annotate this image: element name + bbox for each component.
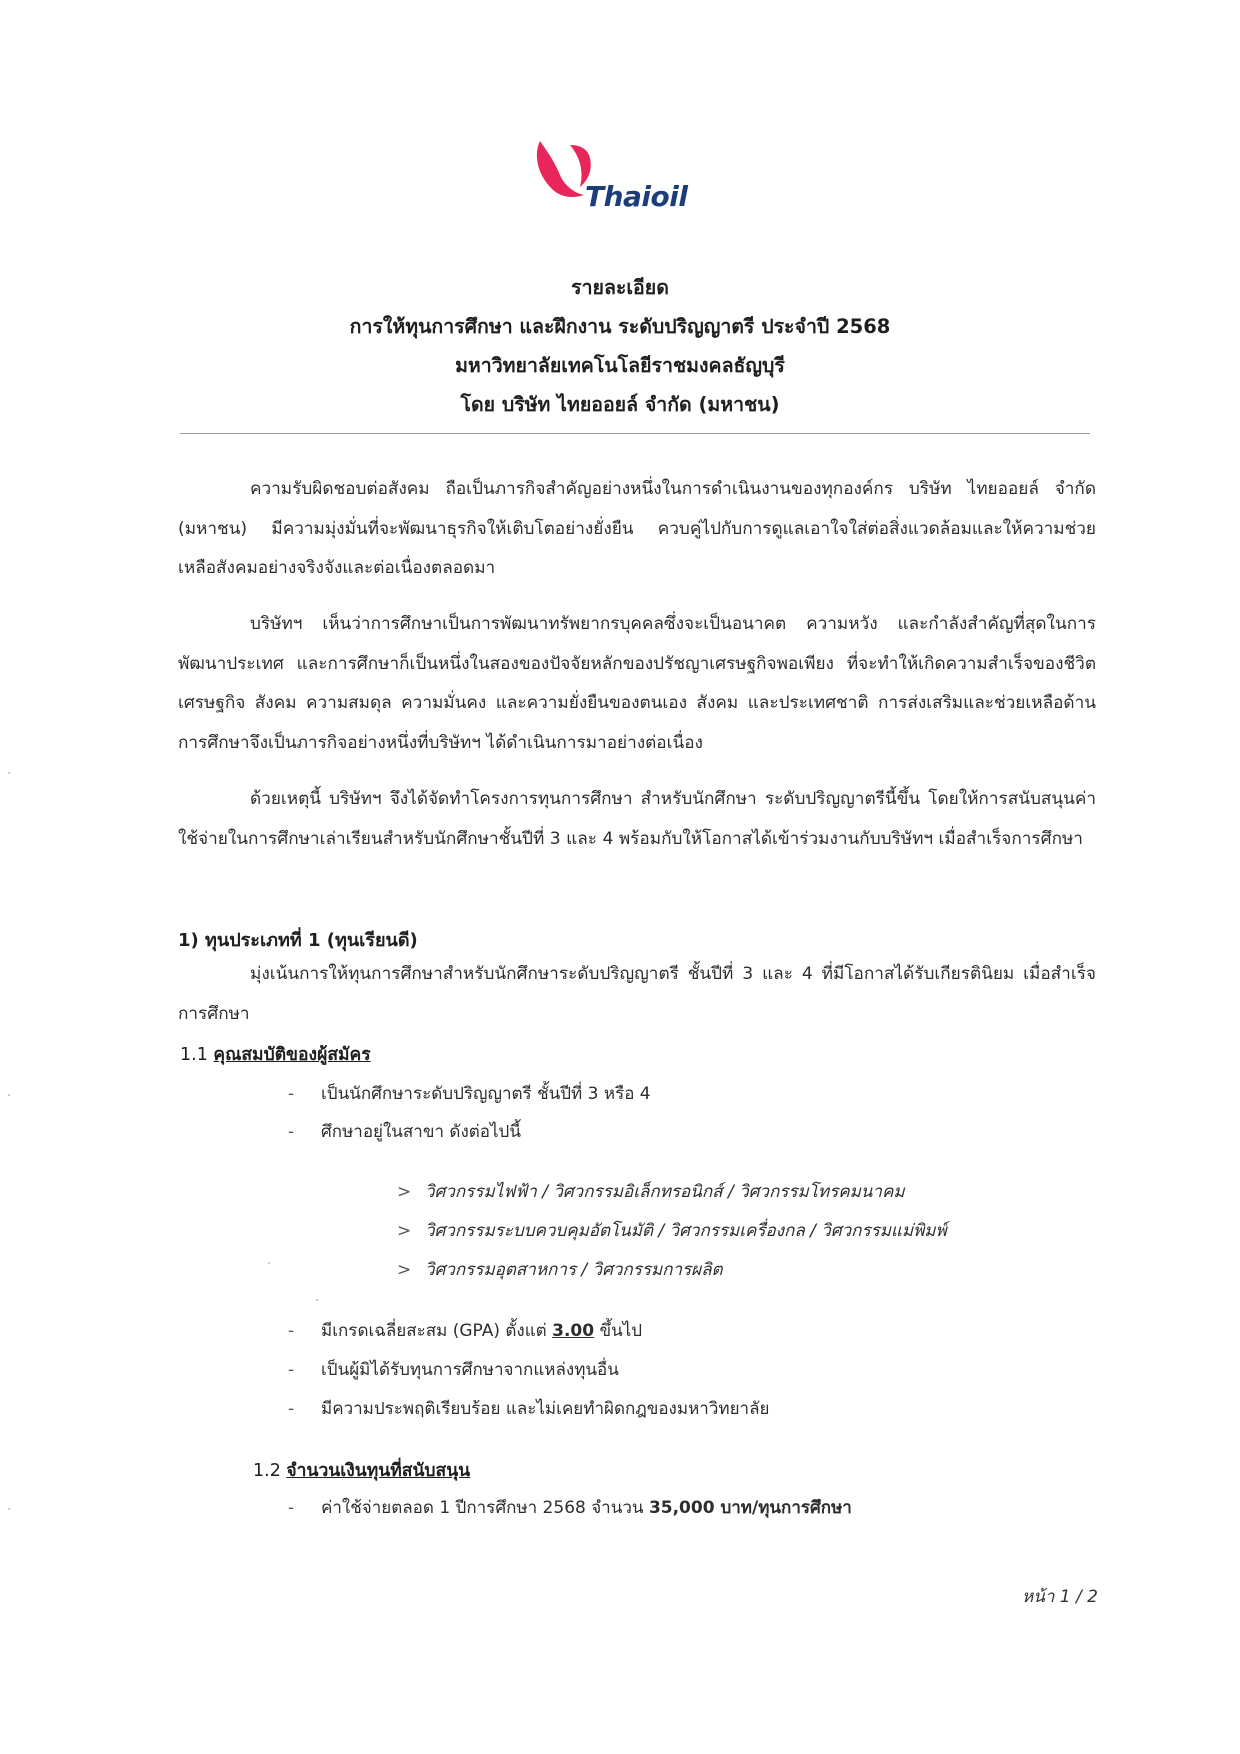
title-divider: [180, 433, 1090, 434]
dash-marker: -: [288, 1321, 295, 1341]
arrow-marker: >: [397, 1260, 412, 1280]
qualification-bullet-gpa: [288, 1317, 642, 1344]
funding-heading: [253, 1456, 470, 1484]
major-item-3: [397, 1256, 723, 1283]
funding-title: จำนวนเงินทุนที่สนับสนุน: [286, 1461, 471, 1481]
gpa-suffix: ขึ้นไป: [599, 1321, 643, 1341]
major-item-2-text: วิศวกรรมระบบควบคุมอัตโนมัติ / วิศวกรรมเครื่องกล / วิศวกรรมแม่พิมพ์: [425, 1221, 947, 1241]
logo-text: Thaioil: [585, 180, 688, 213]
paragraph-2-text: บริษัทฯ เห็นว่าการศึกษาเป็นการพัฒนาทรัพยากรบุคคลซึ่งจะเป็นอนาคต ความหวัง และกำลังสำคัญที่สุดในการพัฒนาประเทศ และการศึกษาก็เป็นหนึ่งในสองของปัจจัยหลักของปรัชญาเศรษฐกิจพอเพียง ที่จะทำให้เกิดความสำเร็จของชีวิต เศรษฐกิจ สังคม ความสมดุล ความมั่นคง และความยั่งยืนของตนเอง สังคม และประเทศชาติ การส่งเสริมและช่วยเหลือด้านการศึกษาจึงเป็นภารกิจอย่างหนึ่งที่บริษัทฯ ได้ดำเนินการมาอย่างต่อเนื่อง: [178, 614, 1096, 753]
qualifications-title: คุณสมบัติของผู้สมัคร: [213, 1045, 371, 1065]
paragraph-3-text: ด้วยเหตุนี้ บริษัทฯ จึงได้จัดทำโครงการทุนการศึกษา สำหรับนักศึกษา ระดับปริญญาตรีนี้ขึ้น โดยให้การสนับสนุนค่าใช้จ่ายในการศึกษาเล่าเรียนสำหรับนักศึกษาชั้นปีที่ 3 และ 4 พร้อมกับให้โอกาสได้เข้าร่วมงานกับบริษัทฯ เมื่อสำเร็จการศึกษา: [178, 789, 1096, 849]
qualification-bullet-5-text: มีความประพฤติเรียบร้อย และไม่เคยทำผิดกฎของมหาวิทยาลัย: [321, 1399, 770, 1419]
title-line-3: มหาวิทยาลัยเทคโนโลยีราชมงคลธัญบุรี: [455, 354, 785, 377]
paragraph-1-text: ความรับผิดชอบต่อสังคม ถือเป็นภารกิจสำคัญอย่างหนึ่งในการดำเนินงานของทุกองค์กร บริษัท ไทยออยล์ จำกัด (มหาชน) มีความมุ่งมั่นที่จะพัฒนาธุรกิจให้เติบโตอย่างยั่งยืน ควบคู่ไปกับการดูแลเอาใจใส่ต่อสิ่งแวดล้อมและให้ความช่วยเหลือสังคมอย่างจริงจังและต่อเนื่องตลอดมา: [178, 479, 1096, 578]
section-1-description-text: มุ่งเน้นการให้ทุนการศึกษาสำหรับนักศึกษาระดับปริญญาตรี ชั้นปีที่ 3 และ 4 ที่มีโอกาสได้รับเกียรตินิยม เมื่อสำเร็จการศึกษา: [178, 964, 1096, 1024]
arrow-marker: >: [397, 1182, 412, 1202]
major-item-3-text: วิศวกรรมอุตสาหการ / วิศวกรรมการผลิต: [425, 1260, 723, 1280]
scan-speck: [8, 1508, 10, 1510]
paragraph-3: [178, 780, 1096, 859]
qualification-bullet-1: [288, 1080, 651, 1107]
paragraph-2: [178, 605, 1096, 763]
gpa-value: 3.00: [552, 1321, 595, 1341]
qualification-bullet-2-text: ศึกษาอยู่ในสาขา ดังต่อไปนี้: [321, 1122, 521, 1142]
qualifications-heading: [180, 1040, 371, 1068]
qualification-bullet-5: [288, 1395, 769, 1422]
dash-marker: -: [288, 1360, 295, 1380]
funding-bullet: [288, 1494, 852, 1521]
document-title: [0, 268, 1240, 424]
scan-speck: [316, 1299, 318, 1301]
paragraph-1: [178, 470, 1096, 589]
funding-number: 1.2: [253, 1461, 281, 1481]
title-line-1: รายละเอียด: [571, 276, 669, 299]
qualification-bullet-4: [288, 1356, 619, 1383]
page-number: หน้า 1 / 2: [1022, 1587, 1098, 1607]
qualification-bullet-1-text: เป็นนักศึกษาระดับปริญญาตรี ชั้นปีที่ 3 หรือ 4: [321, 1084, 651, 1104]
major-item-1-text: วิศวกรรมไฟฟ้า / วิศวกรรมอิเล็กทรอนิกส์ / วิศวกรรมโทรคมนาคม: [425, 1182, 905, 1202]
major-item-2: [397, 1217, 947, 1244]
section-1-description: [178, 955, 1096, 1034]
qualification-bullet-2: [288, 1118, 521, 1145]
qualification-bullet-4-text: เป็นผู้มิได้รับทุนการศึกษาจากแหล่งทุนอื่น: [321, 1360, 619, 1380]
major-item-1: [397, 1178, 905, 1205]
title-line-2: การให้ทุนการศึกษา และฝึกงาน ระดับปริญญาตรี ประจำปี 2568: [349, 315, 891, 338]
title-line-4: โดย บริษัท ไทยออยล์ จำกัด (มหาชน): [460, 393, 780, 416]
dash-marker: -: [288, 1399, 295, 1419]
dash-marker: -: [288, 1084, 295, 1104]
arrow-marker: >: [397, 1221, 412, 1241]
thaioil-logo: [530, 135, 720, 225]
dash-marker: -: [288, 1498, 295, 1518]
scan-speck: [8, 772, 10, 774]
scan-speck: [268, 1262, 270, 1264]
funding-text: ค่าใช้จ่ายตลอด 1 ปีการศึกษา 2568 จำนวน: [321, 1498, 644, 1518]
funding-amount: 35,000 บาท/ทุนการศึกษา: [648, 1498, 852, 1518]
qualifications-number: 1.1: [180, 1045, 208, 1065]
section-1-heading: 1) ทุนประเภทที่ 1 (ทุนเรียนดี): [178, 930, 418, 951]
dash-marker: -: [288, 1122, 295, 1142]
gpa-prefix: มีเกรดเฉลี่ยสะสม (GPA) ตั้งแต่: [321, 1321, 547, 1341]
scan-speck: [8, 1094, 10, 1096]
